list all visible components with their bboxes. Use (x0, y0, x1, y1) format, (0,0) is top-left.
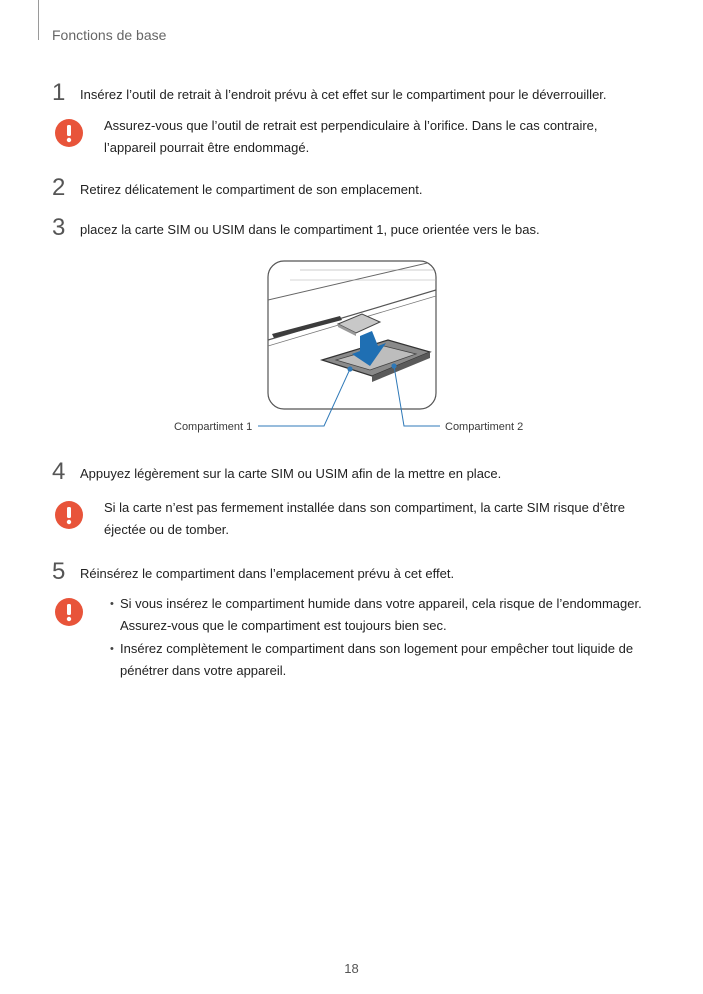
step-number-1: 1 (52, 79, 66, 106)
warning-bullet-2: Insérez complètement le compartiment dans son logement pour empêcher tout liquide de pénétrer dans votre appareil. (120, 641, 634, 678)
step-number-2: 2 (52, 174, 66, 201)
callout-label-compartment-1: Compartiment 1 (174, 421, 253, 433)
step-text-2: Retirez délicatement le compartiment de son emplacement. (80, 182, 423, 197)
step-text-4: Appuyez légèrement sur la carte SIM ou USIM afin de la mettre en place. (80, 466, 502, 481)
step-number-4: 4 (52, 458, 66, 485)
bullet-dot: • (110, 643, 114, 655)
step-number-3: 3 (52, 214, 66, 241)
step-text-1: Insérez l’outil de retrait à l’endroit prévu à cet effet sur le compartiment pour le déverrouiller. (80, 87, 607, 102)
step-text-5: Réinsérez le compartiment dans l’emplacement prévu à cet effet. (80, 566, 455, 581)
warning-exclamation-icon (54, 597, 84, 627)
callout-label-compartment-2: Compartiment 2 (445, 421, 524, 433)
warning-exclamation-icon (54, 500, 84, 530)
warning-text-1: Assurez-vous que l’outil de retrait est perpendiculaire à l’orifice. Dans le cas contraire, l’appareil pourrait être endommagé. (104, 118, 598, 155)
section-title: Fonctions de base (52, 27, 167, 43)
sim-tray-illustration (0, 0, 703, 440)
warning-text-2: Si la carte n’est pas fermement installée dans son compartiment, la carte SIM risque d’être éjectée ou de tomber. (104, 500, 625, 537)
warning-bullet-1: Si vous insérez le compartiment humide dans votre appareil, cela risque de l’endommager. Assurez-vous que le compartiment est toujours bien sec. (120, 596, 642, 633)
step-text-3: placez la carte SIM ou USIM dans le compartiment 1, puce orientée vers le bas. (80, 222, 540, 237)
bullet-dot: • (110, 598, 114, 610)
illustration-frame (268, 261, 436, 409)
step-number-5: 5 (52, 558, 66, 585)
page-number: 18 (344, 961, 359, 976)
